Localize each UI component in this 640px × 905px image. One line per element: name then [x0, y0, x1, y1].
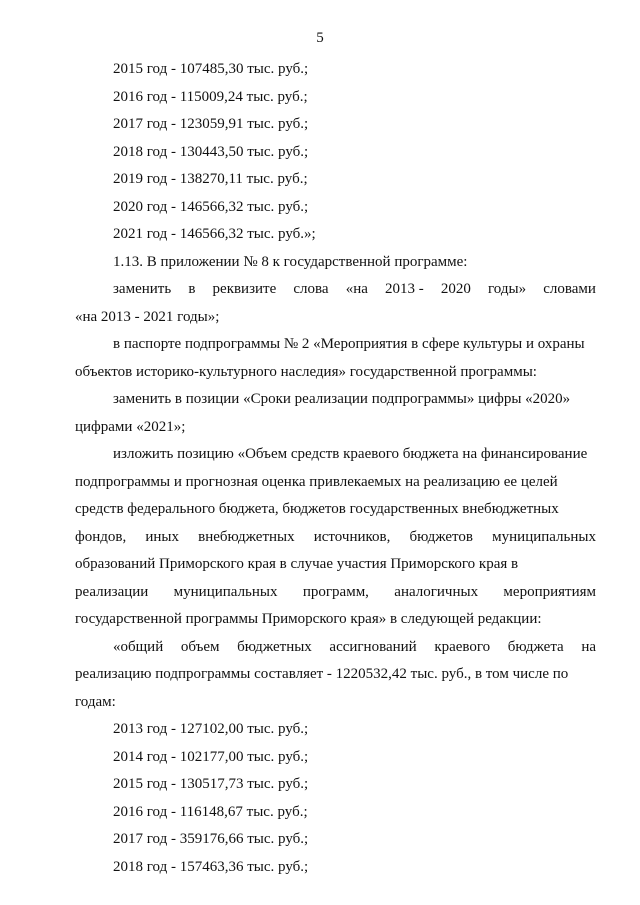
word: «на	[345, 281, 368, 297]
word: источников,	[313, 528, 391, 545]
paragraph-line: объектов историко-культурного наследия» государственной программы:	[75, 363, 537, 380]
word: заменить	[113, 281, 172, 297]
word: годы»	[488, 281, 527, 297]
word: фондов,	[75, 528, 127, 545]
year-line: 2016 год - 116148,67 тыс. руб.;	[113, 803, 308, 820]
word: краевого	[434, 638, 491, 655]
word: бюджетов	[409, 528, 473, 545]
word: реализации	[75, 583, 149, 600]
word: муниципальных	[173, 583, 278, 600]
word: программ,	[302, 583, 369, 600]
word: аналогичных	[394, 583, 479, 600]
page-number: 5	[316, 30, 324, 46]
word: муниципальных	[492, 528, 596, 545]
justified-line	[75, 276, 596, 304]
word: в	[188, 281, 196, 297]
year-line: 2015 год - 107485,30 тыс. руб.;	[113, 61, 309, 77]
section-heading: 1.13. В приложении № 8 к государственной программе:	[113, 253, 468, 270]
paragraph-line: заменить в позиции «Сроки реализации подпрограммы» цифры «2020»	[113, 391, 571, 407]
year-line: 2021 год - 146566,32 тыс. руб.»;	[113, 226, 316, 242]
year-line: 2020 год - 146566,32 тыс. руб.;	[113, 198, 309, 215]
year-line: 2014 год - 102177,00 тыс. руб.;	[113, 748, 309, 765]
year-line: 2013 год - 127102,00 тыс. руб.;	[113, 721, 309, 737]
word: слова	[293, 281, 329, 297]
word: бюджетных	[237, 638, 312, 655]
year-line: 2017 год - 123059,91 тыс. руб.;	[113, 116, 309, 132]
word: 2020	[440, 281, 471, 297]
justified-line	[75, 634, 596, 662]
year-line: 2017 год - 359176,66 тыс. руб.;	[113, 831, 309, 847]
paragraph-line: годам:	[75, 693, 116, 710]
paragraph-line: подпрограммы и прогнозная оценка привлекаемых на реализацию ее целей	[75, 473, 558, 490]
paragraph-line: изложить позицию «Объем средств краевого бюджета на финансирование	[113, 446, 588, 462]
justified-line	[75, 579, 596, 607]
word: 2013 -	[385, 281, 424, 297]
word: бюджета	[507, 638, 564, 655]
paragraph-line: реализацию подпрограммы составляет - 1220532,42 тыс. руб., в том числе по	[75, 666, 569, 682]
justified-line	[75, 524, 596, 552]
paragraph-line: в паспорте подпрограммы № 2 «Мероприятия в сфере культуры и охраны	[113, 336, 585, 352]
year-line: 2015 год - 130517,73 тыс. руб.;	[113, 776, 309, 792]
word: ассигнований	[329, 638, 417, 655]
word: словами	[543, 281, 596, 297]
word: внебюджетных	[198, 528, 295, 545]
paragraph-line: образований Приморского края в случае участия Приморского края в	[75, 556, 519, 572]
paragraph-line: государственной программы Приморского края» в следующей редакции:	[75, 611, 542, 627]
word: объем	[180, 638, 220, 655]
paragraph-line: средств федерального бюджета, бюджетов государственных внебюджетных	[75, 501, 559, 517]
word: мероприятиям	[503, 583, 596, 600]
word: реквизите	[212, 281, 277, 297]
word: иных	[145, 528, 179, 545]
paragraph-line: «на 2013 - 2021 годы»;	[75, 308, 220, 325]
paragraph-line: цифрами «2021»;	[75, 418, 186, 435]
year-line: 2016 год - 115009,24 тыс. руб.;	[113, 88, 308, 105]
word: на	[581, 638, 596, 655]
year-line: 2018 год - 130443,50 тыс. руб.;	[113, 143, 309, 160]
word: «общий	[113, 638, 164, 655]
document-body	[75, 56, 596, 881]
year-line: 2018 год - 157463,36 тыс. руб.;	[113, 858, 309, 875]
year-line: 2019 год - 138270,11 тыс. руб.;	[113, 171, 308, 187]
